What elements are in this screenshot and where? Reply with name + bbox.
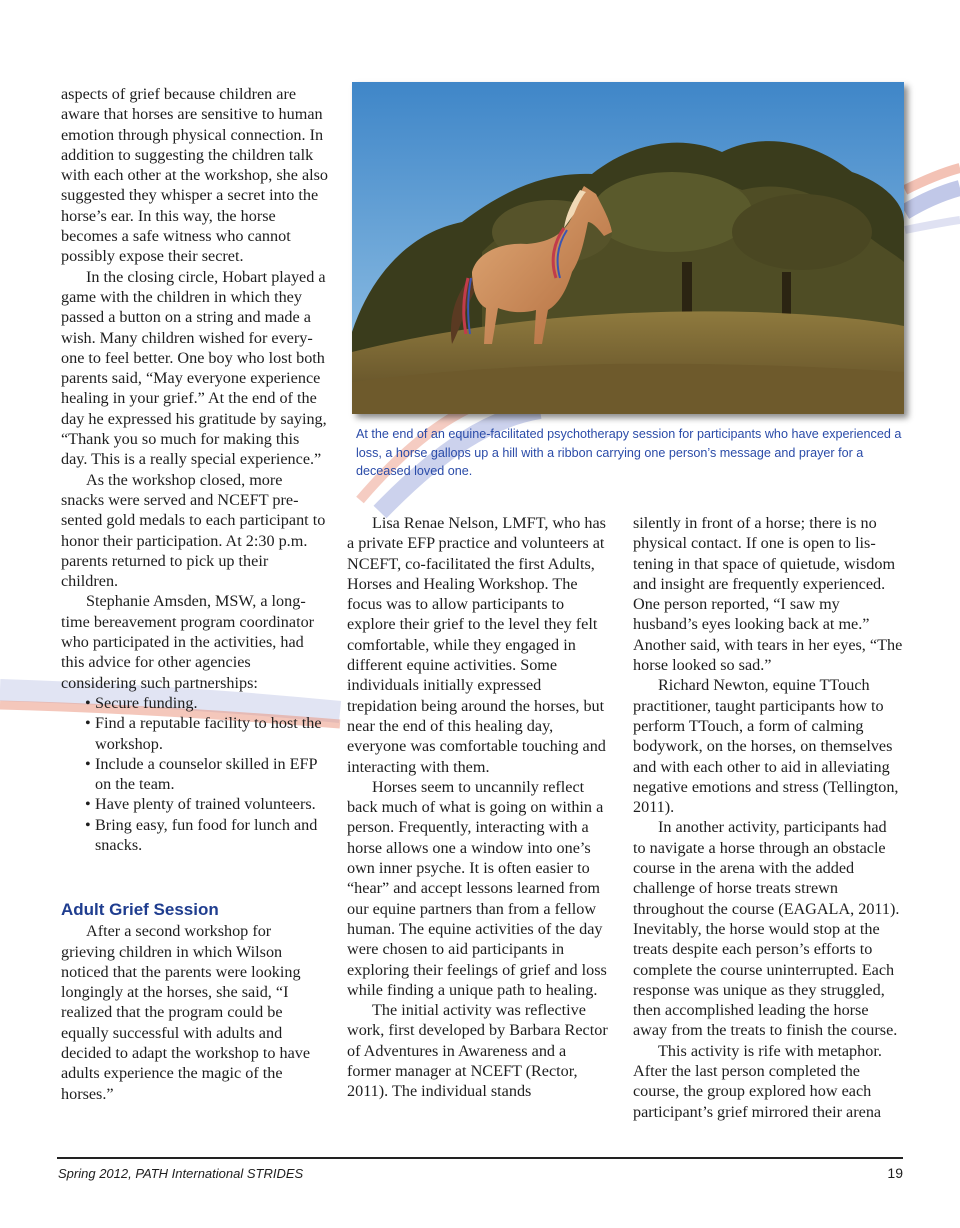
list-item: • Bring easy, fun food for lunch and snacks. xyxy=(85,815,329,856)
paragraph: This activity is rife with metaphor. After the last person completed the course, the group explored how each participant’s grief mirrored their arena xyxy=(633,1041,882,1121)
paragraph: Stephanie Amsden, MSW, a longtime bereavement program coordinator who participated in the activities, had this advice for other agencies considering such partnerships: xyxy=(61,592,315,692)
list-item: • Find a reputable facility to host the workshop. xyxy=(85,713,329,754)
paragraph: The initial activity was reflective work, first developed by Barbara Rector of Adventures in Awareness and a former manager at NCEFT (Rector, 2011). The individual stands xyxy=(347,1001,608,1101)
advice-list xyxy=(61,693,329,855)
paragraph: In another activity, participants had to navigate a horse through an obstacle course in the arena with the added challenge of horse treats strewn throughout the course (EAGALA, 2011). Inevitably, the horse would stop at the treats despite each person’s efforts to complete the course uninterrupted. Each response was unique as they struggled, then accomplished leading the horse away from the treats to finish the course. xyxy=(633,818,900,1040)
paragraph: Horses seem to uncannily reflect back much of what is going on within a person. Frequently, interacting with a horse allows one a window into one’s own inner psyche. It is often easier to “hear” and accept lessons learned from our equine partners than from a fellow human. The equine activities of the day were chosen to aid participants in exploring their feelings of grief and loss while finding a unique path to healing. xyxy=(347,777,607,999)
paragraph: In the closing circle, Hobart played a game with the children in which they passed a button on a string and made a wish. Many children wished for everyone to feel better. One boy who lost both parents said, “May everyone experience healing in your grief.” At the end of the day he expressed his gratitude by saying, “Thank you so much for making this day. This is a really special experience.” xyxy=(61,267,327,469)
left-text-column xyxy=(61,84,329,1104)
section-heading: Adult Grief Session xyxy=(61,900,219,920)
list-item: • Include a counselor skilled in EFP on the team. xyxy=(85,754,329,795)
publication-footer: Spring 2012, PATH International STRIDES xyxy=(58,1166,304,1181)
horse-galloping-image xyxy=(352,82,904,414)
paragraph: aspects of grief because children are aware that horses are sensitive to human emotion through physical connection. In addition to suggesting the children talk with each other at the workshop, she also suggested they whisper a secret into the horse’s ear. In this way, the horse becomes a safe witness who cannot possibly expose their secret. xyxy=(61,85,329,266)
paragraph: After a second workshop for grieving children in which Wilson noticed that the parents were looking longingly at the horses, she said, “I realized that the program could be equally successful with adults and decided to adapt the workshop to have adults experience the magic of the horses.” xyxy=(61,922,311,1103)
paragraph: Richard Newton, equine TTouch practitioner, taught participants how to perform TTouch, a form of calming bodywork, on the horses, on themselves and with each other to aid in alleviating negative emotions and stress (Tellington, 2011). xyxy=(633,676,899,817)
photo-caption: At the end of an equine-facilitated psychotherapy session for participants who have experienced a loss, a horse gallops up a hill with a ribbon carrying one person’s message and prayer for a deceased loved one. xyxy=(356,427,902,478)
middle-text-column xyxy=(347,513,613,1102)
paragraph: silently in front of a horse; there is no physical contact. If one is open to listening in that space of quietude, wisdom and insight are frequently experienced. One person reported, “I saw my husband’s eyes looking back at me.” Another said, with tears in her eyes, “The horse looked so sad.” xyxy=(633,514,903,675)
right-text-column xyxy=(633,513,903,1122)
list-item: • Secure funding. xyxy=(85,693,329,713)
list-item: • Have plenty of trained volunteers. xyxy=(85,794,329,814)
horse-photo xyxy=(352,82,904,414)
paragraph: Lisa Renae Nelson, LMFT, who has a private EFP practice and volunteers at NCEFT, co-facilitated the first Adults, Horses and Healing Workshop. The focus was to allow participants to explore their grief to the level they felt comfortable, while they engaged in different equine activities. Some individuals initially expressed trepidation being around the horses, but near the end of this healing day, everyone was comfortable touching and interacting with them. xyxy=(347,514,606,776)
footer-rule xyxy=(57,1157,903,1159)
page-number: 19 xyxy=(887,1165,903,1181)
paragraph: As the workshop closed, more snacks were served and NCEFT presented gold medals to each participant to honor their participation. At 2:30 p.m. parents returned to pick up their children. xyxy=(61,470,326,591)
